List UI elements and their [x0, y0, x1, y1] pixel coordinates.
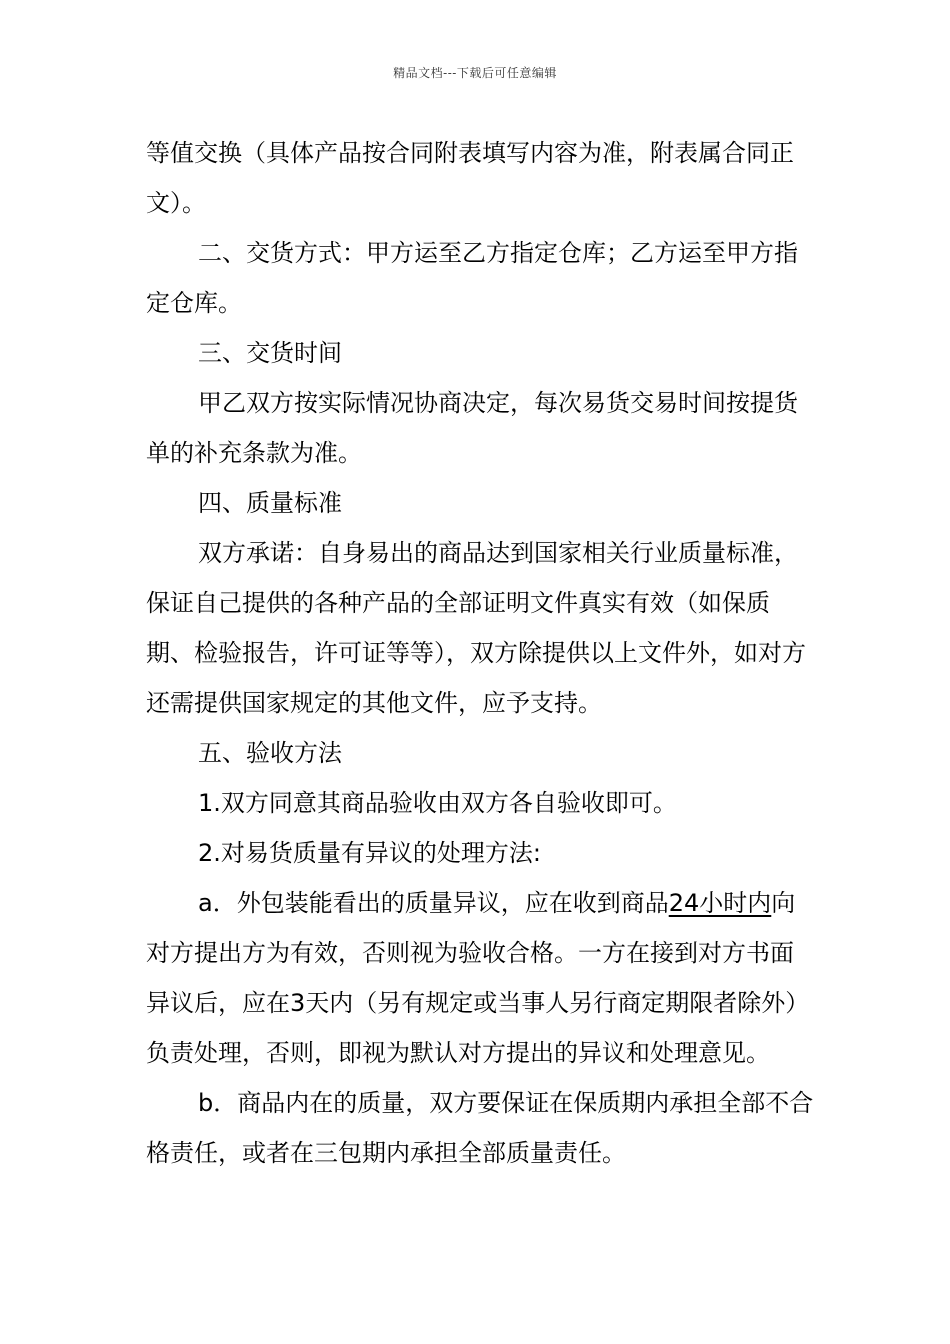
objection-a-text-before: a．外包装能看出的质量异议，应在收到商品 [198, 889, 669, 917]
paragraph-objection-a [146, 878, 816, 1078]
section-delivery-method: 二、交货方式：甲方运至乙方指定仓库；乙方运至甲方指定仓库。 [146, 239, 798, 317]
objection-a-text-after: 向对方提出方为有效，否则视为验收合格。一方在接到对方书面异议后，应在3天内（另有规定或当事人另行商定期限者除外）负责处理，否则，即视为默认对方提出的异议和处理意见。 [146, 889, 810, 1067]
paragraph-quality-commitment: 双方承诺：自身易出的商品达到国家相关行业质量标准，保证自己提供的各种产品的全部证明文件真实有效（如保质期、检验报告，许可证等等），双方除提供以上文件外，如对方还需提供国家规定的其他文件，应予支持。 [146, 539, 806, 717]
section-heading-delivery-time: 三、交货时间 [198, 339, 342, 367]
objection-deadline-underlined: 24小时内 [668, 889, 772, 917]
section-heading-quality-standard: 四、质量标准 [198, 489, 342, 517]
paragraph-exchange-note: 等值交换（具体产品按合同附表填写内容为准，附表属合同正文）。 [146, 139, 794, 217]
document-body [146, 128, 816, 1178]
page-header: 精品文档---下载后可任意编辑 [393, 66, 557, 80]
section-heading-acceptance-method: 五、验收方法 [198, 739, 342, 767]
paragraph-delivery-time: 甲乙双方按实际情况协商决定，每次易货交易时间按提货单的补充条款为准。 [146, 389, 798, 467]
paragraph-acceptance-item-1: 1.双方同意其商品验收由双方各自验收即可。 [198, 789, 677, 817]
paragraph-objection-b: b．商品内在的质量，双方要保证在保质期内承担全部不合格责任，或者在三包期内承担全部质量责任。 [146, 1089, 814, 1167]
paragraph-acceptance-item-2: 2.对易货质量有异议的处理方法: [198, 839, 541, 867]
